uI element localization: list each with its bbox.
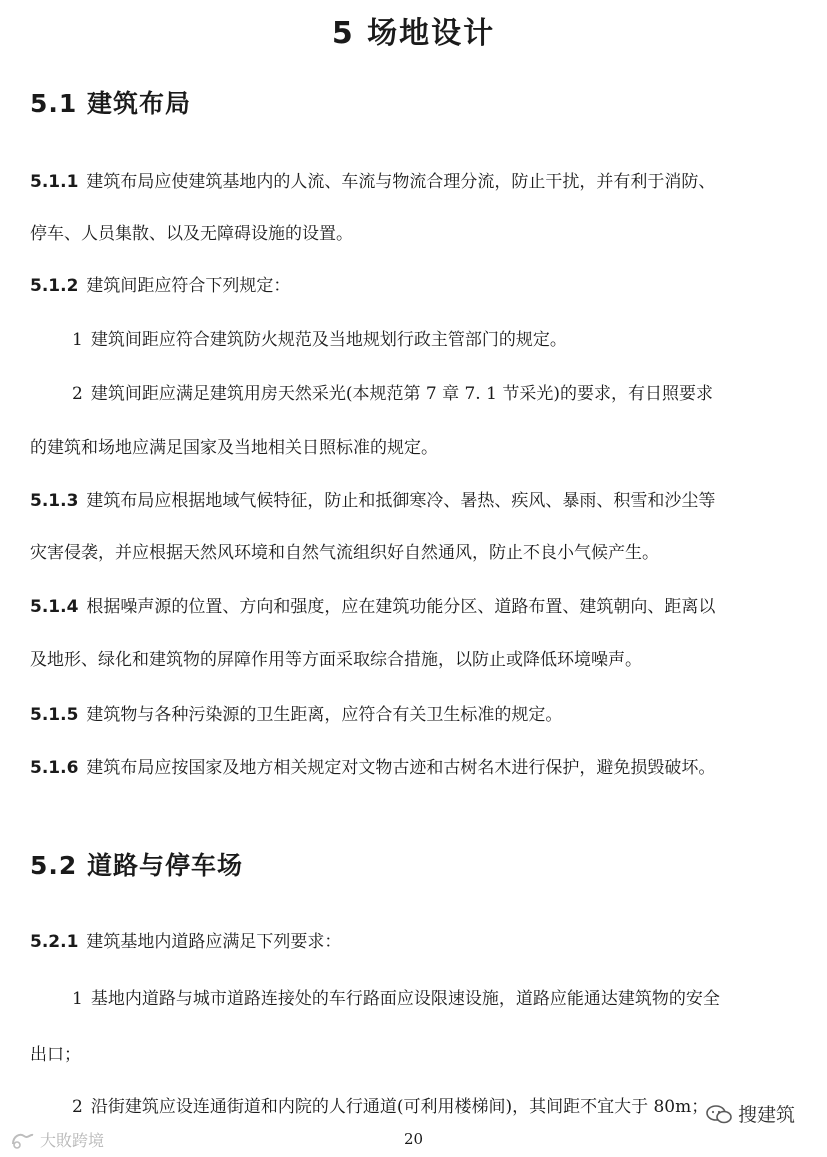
item-text: 建筑间距应满足建筑用房天然采光(本规范第 7 章 7. 1 节采光)的要求，有日照要求 [90, 384, 713, 404]
list-item-2-line1 [72, 367, 812, 421]
watermark-right-text: 搜建筑 [738, 1104, 796, 1126]
item-number: 1 [72, 330, 83, 350]
list-item-1-line2: 出口； [30, 1045, 81, 1065]
brand-logo-icon [10, 1130, 36, 1150]
clause-number: 5.1.4 [30, 597, 79, 617]
clause-number: 5.1.5 [30, 705, 79, 725]
clause-5-1-5 [30, 688, 810, 742]
watermark-right [706, 1100, 795, 1127]
clause-text: 建筑物与各种污染源的卫生距离，应符合有关卫生标准的规定。 [86, 705, 563, 725]
clause-text: 建筑布局应使建筑基地内的人流、车流与物流合理分流，防止干扰，并有利于消防、 [86, 172, 716, 192]
item-text: 基地内道路与城市道路连接处的车行路面应设限速设施，道路应能通达建筑物的安全 [90, 989, 720, 1009]
clause-5-1-1-line1 [30, 155, 810, 209]
clause-text: 建筑布局应按国家及地方相关规定对文物古迹和古树名木进行保护，避免损毁破坏。 [86, 758, 716, 778]
clause-5-2-1 [30, 915, 810, 969]
chapter-title: 5 场地设计 [331, 16, 496, 51]
section-title-5-2: 5.2 道路与停车场 [30, 851, 243, 880]
item-number: 2 [72, 384, 83, 404]
item-text: 沿街建筑应设连通街道和内院的人行通道(可利用楼梯间)，其间距不宜大于 80m； [90, 1097, 709, 1117]
clause-text: 建筑基地内道路应满足下列要求： [86, 932, 342, 952]
item-number: 1 [72, 989, 83, 1009]
clause-text: 建筑布局应根据地域气候特征，防止和抵御寒冷、暑热、疾风、暴雨、积雪和沙尘等 [86, 491, 716, 511]
page-number: 20 [403, 1130, 424, 1148]
clause-number: 5.1.3 [30, 491, 79, 511]
clause-5-1-2 [30, 259, 810, 313]
list-item-1 [72, 313, 812, 367]
clause-text: 根据噪声源的位置、方向和强度，应在建筑功能分区、道路布置、建筑朝向、距离以 [86, 597, 716, 617]
clause-text: 建筑间距应符合下列规定： [86, 276, 291, 296]
clause-5-1-3-line1 [30, 474, 810, 528]
clause-5-1-3-line2: 灾害侵袭，并应根据天然风环境和自然气流组织好自然通风，防止不良小气候产生。 [30, 543, 659, 563]
clause-5-1-4-line2: 及地形、绿化和建筑物的屏障作用等方面采取综合措施，以防止或降低环境噪声。 [30, 650, 642, 670]
clause-number: 5.1.6 [30, 758, 79, 778]
clause-number: 5.1.2 [30, 276, 79, 296]
list-item-2 [72, 1080, 812, 1134]
clause-number: 5.1.1 [30, 172, 79, 192]
wechat-icon [706, 1104, 732, 1124]
item-text: 建筑间距应符合建筑防火规范及当地规划行政主管部门的规定。 [90, 330, 567, 350]
section-title-5-1: 5.1 建筑布局 [30, 89, 191, 118]
clause-5-1-6 [30, 741, 810, 795]
list-item-2-line2: 的建筑和场地应满足国家及当地相关日照标准的规定。 [30, 438, 438, 458]
watermark-left [10, 1128, 104, 1151]
watermark-left-text: 大敗跨境 [40, 1131, 105, 1150]
item-number: 2 [72, 1097, 83, 1117]
clause-5-1-4-line1 [30, 580, 810, 634]
list-item-1-line1 [72, 972, 812, 1026]
clause-5-1-1-line2: 停车、人员集散、以及无障碍设施的设置。 [30, 224, 353, 244]
clause-number: 5.2.1 [30, 932, 79, 952]
